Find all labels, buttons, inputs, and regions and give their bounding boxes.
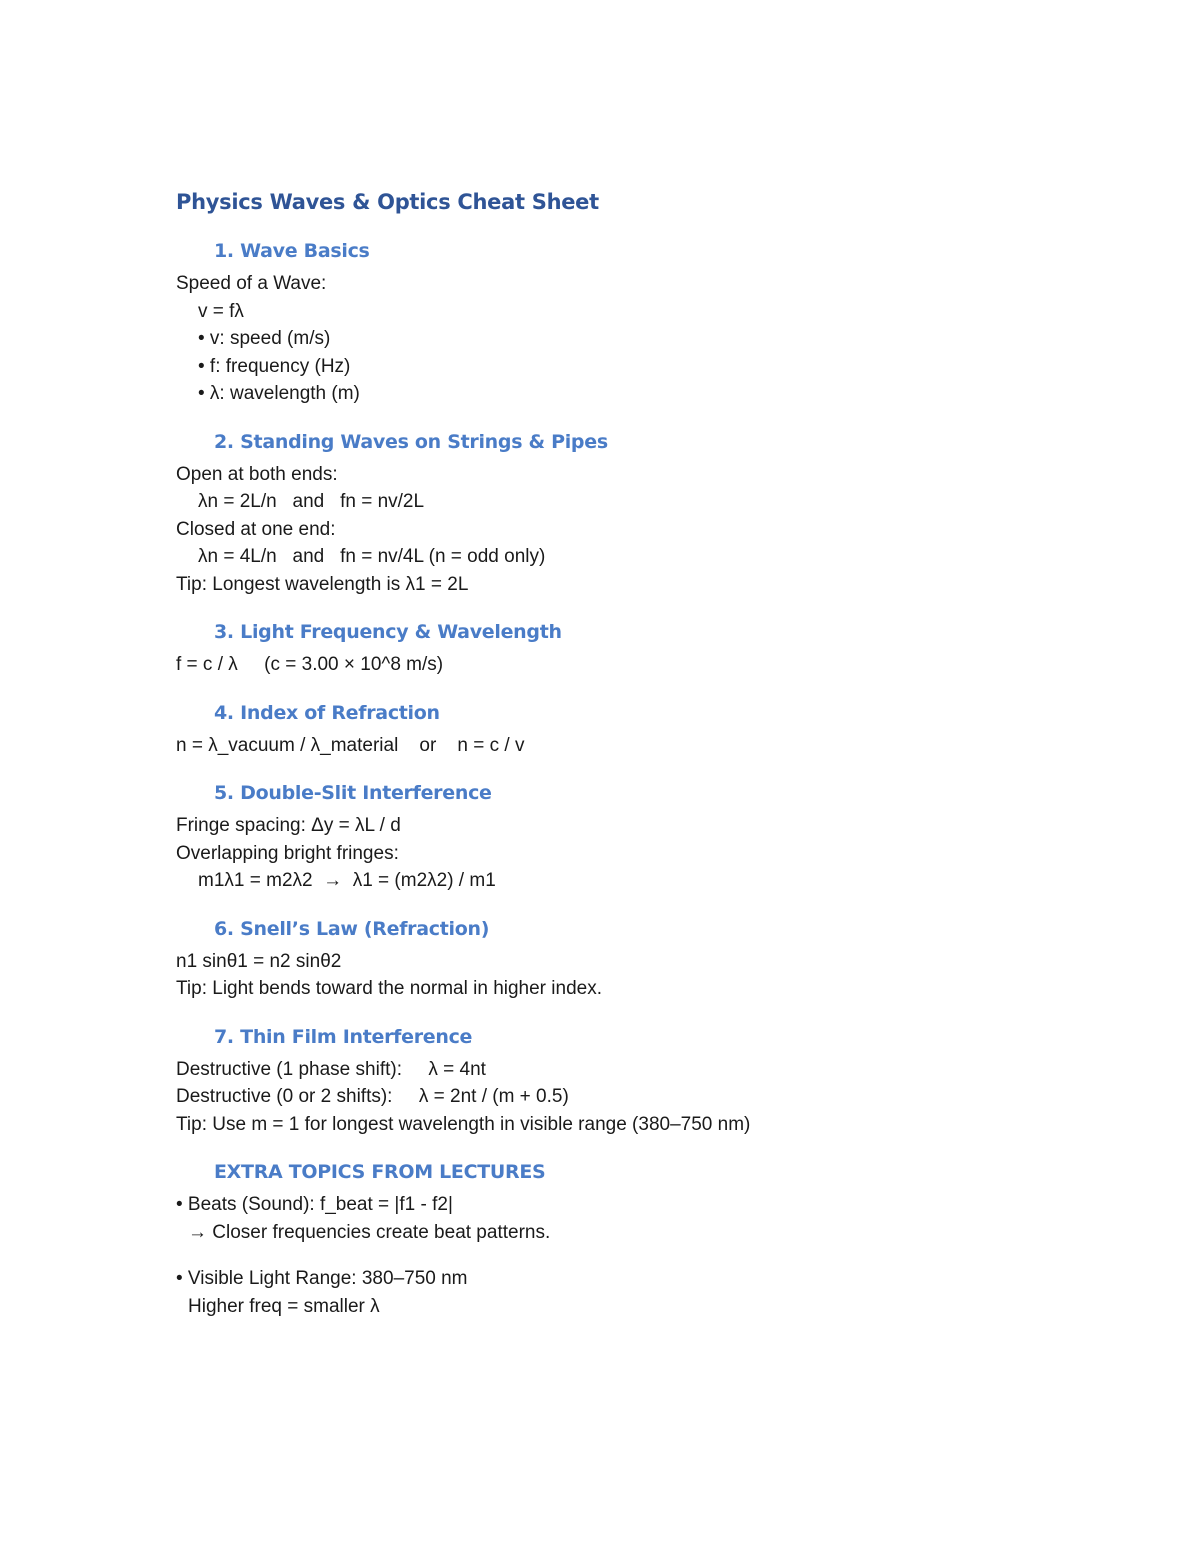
document-page <box>176 190 1136 1340</box>
bullet-item: • Beats (Sound): f_beat = |f1 - f2| <box>176 1194 453 1215</box>
formula-line: n1 sinθ1 = n2 sinθ2 <box>176 950 342 972</box>
section-extra-topics <box>176 1158 1136 1320</box>
formula-line: f = c / λ (c = 3.00 × 10^8 m/s) <box>176 654 444 675</box>
section-standing-waves <box>176 428 1136 599</box>
section-heading: 5. Double-Slit Interference <box>214 782 492 804</box>
section-index-of-refraction <box>176 699 1136 760</box>
formula-line: m1λ1 = m2λ2 → λ1 = (m2λ2) / m1 <box>198 870 496 891</box>
section-heading: 4. Index of Refraction <box>214 701 440 724</box>
formula-line: Destructive (0 or 2 shifts): λ = 2nt / (m + 0.5) <box>176 1086 569 1107</box>
section-heading: EXTRA TOPICS FROM LECTURES <box>214 1161 546 1183</box>
tip-line: Tip: Use m = 1 for longest wavelength in visible range (380–750 nm) <box>176 1113 751 1135</box>
text-line: Closed at one end: <box>176 518 336 540</box>
section-thin-film <box>176 1023 1136 1139</box>
section-heading: 7. Thin Film Interference <box>214 1025 473 1048</box>
section-heading: 1. Wave Basics <box>214 240 370 262</box>
page-title: Physics Waves & Optics Cheat Sheet <box>176 190 599 214</box>
section-heading: 3. Light Frequency & Wavelength <box>214 621 562 643</box>
text-line: → Closer frequencies create beat patterns. <box>188 1221 551 1243</box>
section-wave-basics <box>176 237 1136 408</box>
bullet-item: • λ: wavelength (m) <box>198 383 360 404</box>
tip-line: Tip: Light bends toward the normal in higher index. <box>176 978 602 999</box>
text-line: Open at both ends: <box>176 463 338 485</box>
formula-line: Destructive (1 phase shift): λ = 4nt <box>176 1058 486 1080</box>
text-line: Higher freq = smaller λ <box>188 1295 380 1317</box>
bullet-item: • v: speed (m/s) <box>198 328 331 349</box>
formula-line: n = λ_vacuum / λ_material or n = c / v <box>176 734 525 756</box>
section-heading: 6. Snell’s Law (Refraction) <box>214 917 490 940</box>
section-snells-law <box>176 915 1136 1003</box>
text-line: Speed of a Wave: <box>176 273 327 294</box>
formula-line: Fringe spacing: Δy = λL / d <box>176 815 401 836</box>
section-heading: 2. Standing Waves on Strings & Pipes <box>214 430 608 453</box>
text-line: Overlapping bright fringes: <box>176 842 399 864</box>
bullet-item: • f: frequency (Hz) <box>198 355 351 377</box>
section-light-frequency <box>176 618 1136 679</box>
formula-line: λn = 2L/n and fn = nv/2L <box>198 491 425 512</box>
bullet-item: • Visible Light Range: 380–750 nm <box>176 1268 468 1289</box>
formula-line: λn = 4L/n and fn = nv/4L (n = odd only) <box>198 546 546 567</box>
section-double-slit <box>176 779 1136 895</box>
formula-line: v = fλ <box>198 300 244 322</box>
tip-line: Tip: Longest wavelength is λ1 = 2L <box>176 573 469 595</box>
